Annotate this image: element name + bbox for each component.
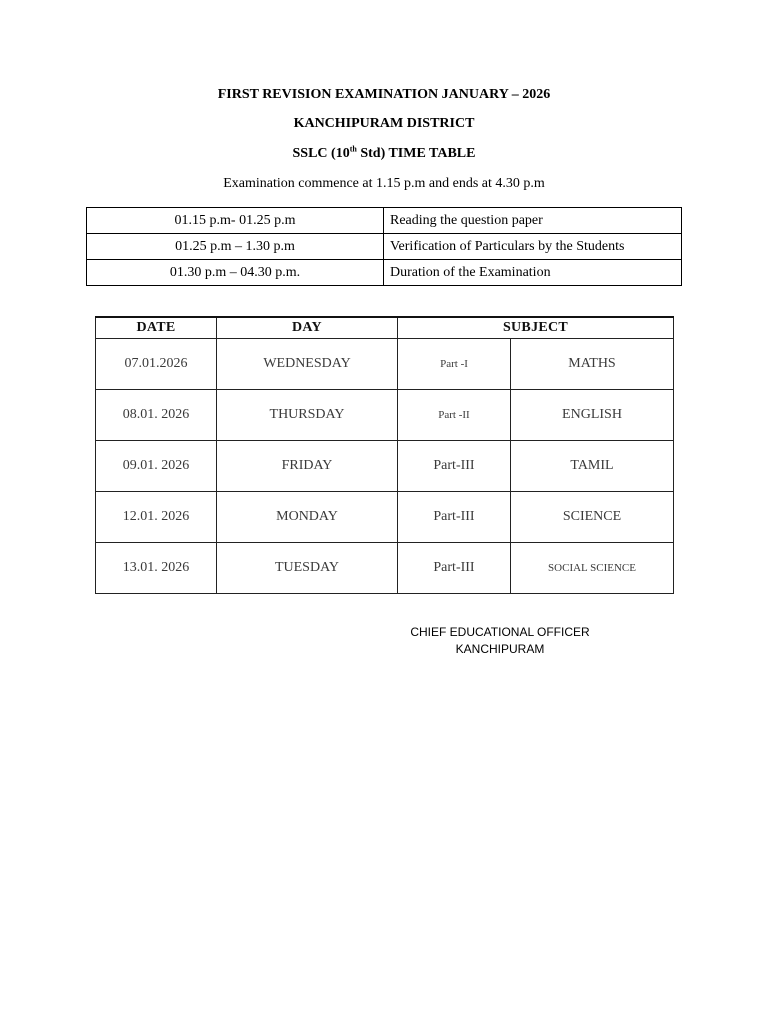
exam-timetable xyxy=(95,316,674,594)
exam-day: THURSDAY xyxy=(217,390,398,441)
exam-subject: TAMIL xyxy=(511,441,674,492)
timetable-title-superscript: th xyxy=(349,144,357,154)
exam-part: Part-III xyxy=(398,543,511,594)
exam-part: Part-III xyxy=(398,492,511,543)
officer-title: CHIEF EDUCATIONAL OFFICER xyxy=(410,625,590,639)
exam-part: Part-III xyxy=(398,441,511,492)
schedule-time: 01.15 p.m- 01.25 p.m xyxy=(87,208,384,234)
schedule-time: 01.25 p.m – 1.30 p.m xyxy=(87,234,384,260)
timetable-title-prefix: SSLC (10 xyxy=(292,146,350,161)
exam-day: WEDNESDAY xyxy=(217,339,398,390)
header-subject: SUBJECT xyxy=(398,317,674,339)
exam-subject: ENGLISH xyxy=(511,390,674,441)
exam-timing-note: Examination commence at 1.15 p.m and ends at 4.30 p.m xyxy=(223,176,545,191)
timetable-header-row xyxy=(96,317,674,339)
exam-date: 09.01. 2026 xyxy=(96,441,217,492)
exam-subject: SCIENCE xyxy=(511,492,674,543)
schedule-time: 01.30 p.m – 04.30 p.m. xyxy=(87,260,384,286)
exam-title: FIRST REVISION EXAMINATION JANUARY – 2026 xyxy=(217,87,551,102)
schedule-row xyxy=(87,234,682,260)
district-title: KANCHIPURAM DISTRICT xyxy=(293,116,475,131)
exam-date: 08.01. 2026 xyxy=(96,390,217,441)
exam-part: Part -II xyxy=(398,390,511,441)
exam-day: MONDAY xyxy=(217,492,398,543)
exam-subject: MATHS xyxy=(511,339,674,390)
header-day: DAY xyxy=(217,317,398,339)
exam-subject: SOCIAL SCIENCE xyxy=(511,543,674,594)
exam-date: 13.01. 2026 xyxy=(96,543,217,594)
table-row xyxy=(96,543,674,594)
schedule-activity: Reading the question paper xyxy=(384,208,682,234)
exam-day: FRIDAY xyxy=(217,441,398,492)
schedule-activity: Verification of Particulars by the Students xyxy=(384,234,682,260)
exam-date: 07.01.2026 xyxy=(96,339,217,390)
table-row xyxy=(96,390,674,441)
exam-day: TUESDAY xyxy=(217,543,398,594)
exam-part: Part -I xyxy=(398,339,511,390)
schedule-activity: Duration of the Examination xyxy=(384,260,682,286)
officer-place: KANCHIPURAM xyxy=(455,642,545,656)
timetable-title xyxy=(0,146,768,162)
timetable-title-suffix: Std) TIME TABLE xyxy=(356,146,476,161)
signature-block xyxy=(380,624,620,658)
table-row xyxy=(96,492,674,543)
header-date: DATE xyxy=(96,317,217,339)
table-row xyxy=(96,441,674,492)
schedule-row xyxy=(87,260,682,286)
table-row xyxy=(96,339,674,390)
schedule-row xyxy=(87,208,682,234)
exam-date: 12.01. 2026 xyxy=(96,492,217,543)
schedule-table xyxy=(86,207,682,286)
